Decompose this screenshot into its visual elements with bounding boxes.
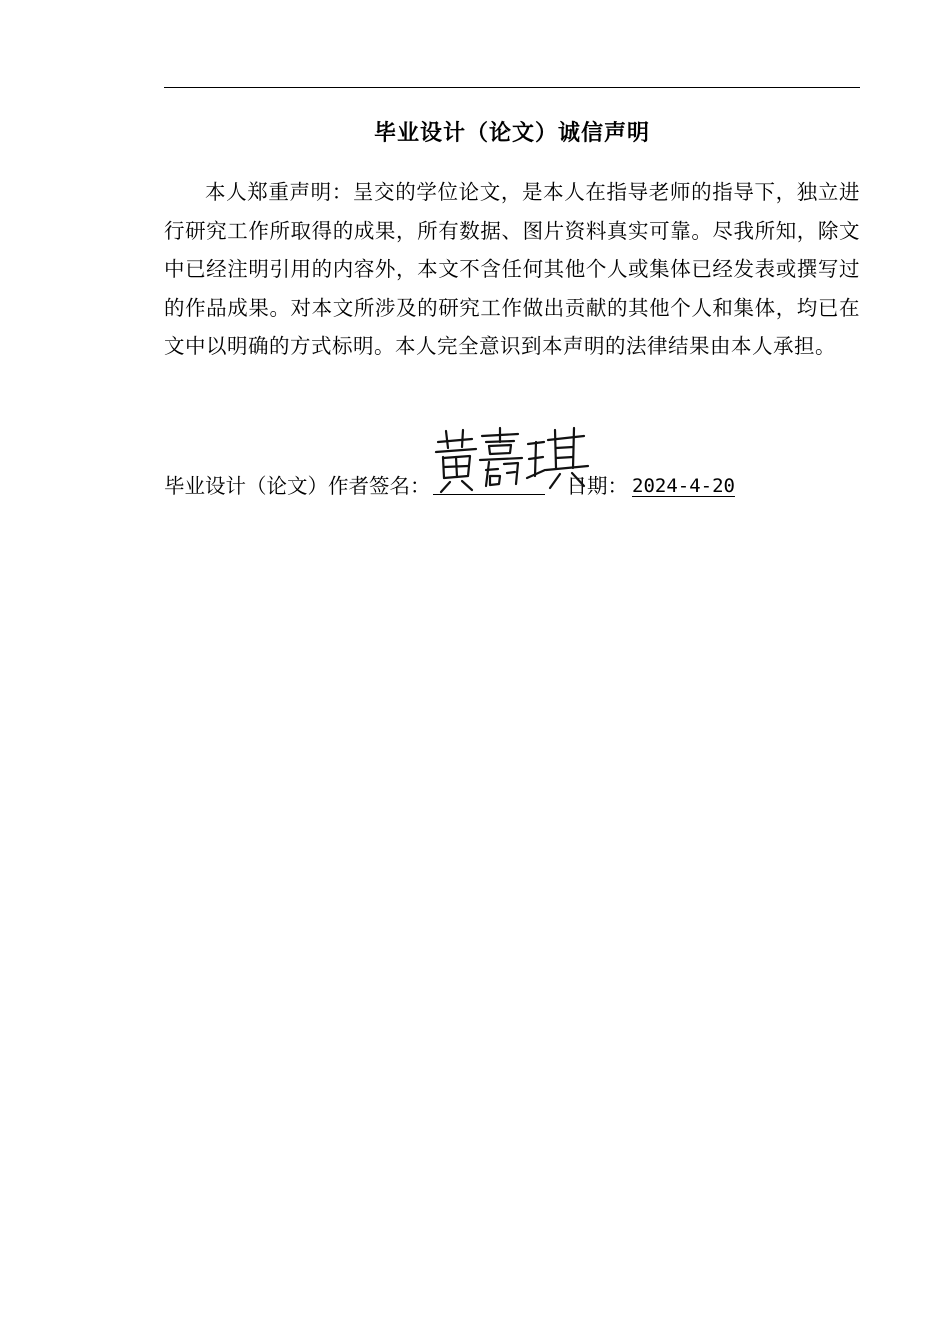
date-value: 2024-4-20 <box>632 475 735 497</box>
signature-label: 毕业设计（论文）作者签名： <box>164 474 431 498</box>
header-rule <box>164 87 860 88</box>
declaration-paragraph: 本人郑重声明：呈交的学位论文，是本人在指导老师的指导下，独立进行研究工作所取得的成果，所有数据、图片资料真实可靠。尽我所知，除文中已经注明引用的内容外，本文不含任何其他个人或集体已经发表或撰写过的作品成果。对本文所涉及的研究工作做出贡献的其他个人和集体，均已在文中以明确的方式标明。本人完全意识到本声明的法律结果由本人承担。 <box>164 180 860 358</box>
handwritten-signature <box>432 426 592 496</box>
document-title: 毕业设计（论文）诚信声明 <box>373 121 650 146</box>
date-label: 日期： <box>566 474 628 498</box>
